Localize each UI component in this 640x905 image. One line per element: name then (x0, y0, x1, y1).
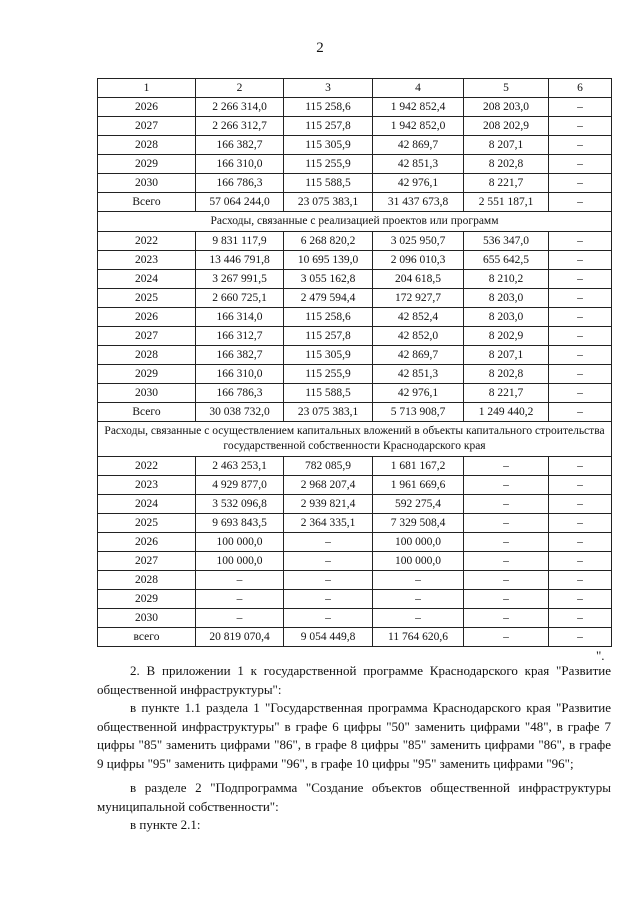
table-cell: 2027 (98, 552, 196, 571)
table-cell: – (373, 571, 464, 590)
table-cell: 2026 (98, 98, 196, 117)
table-cell: 100 000,0 (373, 552, 464, 571)
table-cell: 2027 (98, 117, 196, 136)
table-cell: 1 942 852,4 (373, 98, 464, 117)
table-cell: 2 266 312,7 (196, 117, 284, 136)
table-cell: – (464, 533, 549, 552)
table-cell: Всего (98, 403, 196, 422)
table-cell: 2027 (98, 327, 196, 346)
table-cell: – (284, 533, 373, 552)
table-cell: – (464, 609, 549, 628)
paragraph: 2. В приложении 1 к государственной программе Краснодарского края "Развитие общественной инфраструктуры": (97, 663, 611, 697)
table-cell: 1 942 852,0 (373, 117, 464, 136)
table-cell: 6 268 820,2 (284, 232, 373, 251)
table-cell: 166 314,0 (196, 308, 284, 327)
table-row (98, 571, 612, 590)
table-cell: 8 203,0 (464, 308, 549, 327)
table-cell: – (549, 384, 612, 403)
table-cell: 1 (98, 79, 196, 98)
table-cell: 2 551 187,1 (464, 193, 549, 212)
table-row (98, 514, 612, 533)
table-cell: 2029 (98, 590, 196, 609)
table-cell: – (464, 457, 549, 476)
table-cell: 3 267 991,5 (196, 270, 284, 289)
table-cell: 536 347,0 (464, 232, 549, 251)
table-cell: 782 085,9 (284, 457, 373, 476)
table-cell: 2024 (98, 270, 196, 289)
table-cell: – (549, 365, 612, 384)
table-row (98, 117, 612, 136)
table-cell: 115 257,8 (284, 327, 373, 346)
table-cell: – (549, 98, 612, 117)
table-cell: – (549, 308, 612, 327)
table-row (98, 365, 612, 384)
table-row (98, 346, 612, 365)
table-row (98, 552, 612, 571)
table-row (98, 232, 612, 251)
table-cell: 2025 (98, 289, 196, 308)
table-cell: – (196, 609, 284, 628)
table-cell: 9 831 117,9 (196, 232, 284, 251)
table-cell: – (549, 136, 612, 155)
table-cell: 2 968 207,4 (284, 476, 373, 495)
table-cell: – (549, 533, 612, 552)
table-cell: 30 038 732,0 (196, 403, 284, 422)
table-cell: 172 927,7 (373, 289, 464, 308)
table-cell: 2030 (98, 174, 196, 193)
table-cell: – (549, 403, 612, 422)
section-row (98, 422, 612, 457)
table-cell: 3 025 950,7 (373, 232, 464, 251)
table-cell: 13 446 791,8 (196, 251, 284, 270)
table-cell: 2026 (98, 533, 196, 552)
table-cell: 2029 (98, 365, 196, 384)
table-cell: – (549, 289, 612, 308)
table-cell: 115 255,9 (284, 365, 373, 384)
table-cell: – (196, 590, 284, 609)
table-cell: 115 255,9 (284, 155, 373, 174)
budget-table (97, 78, 612, 647)
table-cell: всего (98, 628, 196, 647)
table-row (98, 533, 612, 552)
table-cell: – (549, 571, 612, 590)
table-cell: Всего (98, 193, 196, 212)
table-row (98, 495, 612, 514)
table-cell: – (196, 571, 284, 590)
table-cell: – (464, 476, 549, 495)
table-cell: 1 249 440,2 (464, 403, 549, 422)
table-cell: 166 310,0 (196, 365, 284, 384)
table-cell: 57 064 244,0 (196, 193, 284, 212)
table-cell: 204 618,5 (373, 270, 464, 289)
table-row (98, 289, 612, 308)
table-cell: – (373, 609, 464, 628)
table-cell: 166 382,7 (196, 136, 284, 155)
table-cell: – (284, 590, 373, 609)
table-cell: 31 437 673,8 (373, 193, 464, 212)
table-cell: 2 463 253,1 (196, 457, 284, 476)
table-cell: – (373, 590, 464, 609)
table-cell: 166 786,3 (196, 174, 284, 193)
table-cell: 42 852,0 (373, 327, 464, 346)
table-cell: 2 364 335,1 (284, 514, 373, 533)
table-cell: 592 275,4 (373, 495, 464, 514)
table-cell: 23 075 383,1 (284, 403, 373, 422)
table-cell: 2028 (98, 346, 196, 365)
table-cell: 655 642,5 (464, 251, 549, 270)
table-row (98, 98, 612, 117)
table-cell: 42 869,7 (373, 346, 464, 365)
table-cell: 42 851,3 (373, 365, 464, 384)
closing-quote: ". (596, 648, 605, 663)
table-cell: – (284, 552, 373, 571)
table-cell: – (549, 590, 612, 609)
table-cell: – (549, 476, 612, 495)
table-cell: – (549, 628, 612, 647)
table-cell: 115 258,6 (284, 308, 373, 327)
table-cell: – (464, 514, 549, 533)
table-cell: 2 939 821,4 (284, 495, 373, 514)
table-cell: 115 305,9 (284, 136, 373, 155)
table-cell: 100 000,0 (373, 533, 464, 552)
table-cell: 2022 (98, 232, 196, 251)
table-cell: 2023 (98, 251, 196, 270)
table-cell: – (464, 628, 549, 647)
table-cell: 8 203,0 (464, 289, 549, 308)
table-cell: 3 (284, 79, 373, 98)
paragraph: в разделе 2 "Подпрограмма "Создание объектов общественной инфраструктуры муниципальной собственности": (97, 780, 611, 814)
table-row (98, 327, 612, 346)
table-cell: 6 (549, 79, 612, 98)
table-cell: 23 075 383,1 (284, 193, 373, 212)
table-cell: 2 479 594,4 (284, 289, 373, 308)
table-row (98, 308, 612, 327)
table-cell: – (549, 552, 612, 571)
table-cell: 8 202,9 (464, 327, 549, 346)
table-row (98, 403, 612, 422)
table-cell: – (284, 571, 373, 590)
table-cell: – (549, 193, 612, 212)
table-cell: 2 660 725,1 (196, 289, 284, 308)
table-cell: 115 305,9 (284, 346, 373, 365)
table-cell: – (549, 327, 612, 346)
table-cell: – (549, 251, 612, 270)
table-row (98, 270, 612, 289)
table-cell: 208 203,0 (464, 98, 549, 117)
table-cell: – (549, 232, 612, 251)
table-row (98, 251, 612, 270)
table-cell: 115 258,6 (284, 98, 373, 117)
table-cell: 2023 (98, 476, 196, 495)
table-cell: – (464, 495, 549, 514)
table-cell: 2029 (98, 155, 196, 174)
table-cell: 115 588,5 (284, 174, 373, 193)
table-cell: 7 329 508,4 (373, 514, 464, 533)
paragraph: в пункте 2.1: (130, 817, 201, 832)
body-text (97, 662, 611, 835)
table-cell: 2030 (98, 384, 196, 403)
table-cell: 2024 (98, 495, 196, 514)
table-row (98, 384, 612, 403)
table-row (98, 590, 612, 609)
table-cell: 100 000,0 (196, 552, 284, 571)
table-cell: 4 929 877,0 (196, 476, 284, 495)
table-cell: – (549, 495, 612, 514)
table-cell: 9 054 449,8 (284, 628, 373, 647)
table-cell: 2028 (98, 571, 196, 590)
table-cell: 115 257,8 (284, 117, 373, 136)
table-cell: – (549, 346, 612, 365)
table-cell: 8 207,1 (464, 136, 549, 155)
table-cell: 2030 (98, 609, 196, 628)
table-cell: 2022 (98, 457, 196, 476)
table-cell: 8 207,1 (464, 346, 549, 365)
table-cell: 166 786,3 (196, 384, 284, 403)
section-title: Расходы, связанные с реализацией проектов или программ (98, 212, 612, 232)
table-cell: – (549, 457, 612, 476)
table-cell: 11 764 620,6 (373, 628, 464, 647)
table-row (98, 628, 612, 647)
table-row (98, 155, 612, 174)
section-row (98, 212, 612, 232)
table-cell: 208 202,9 (464, 117, 549, 136)
table-cell: 8 210,2 (464, 270, 549, 289)
table-cell: – (549, 514, 612, 533)
page-number: 2 (316, 40, 324, 56)
table-row (98, 136, 612, 155)
table-cell: 8 202,8 (464, 365, 549, 384)
table-row (98, 174, 612, 193)
table-cell: 2028 (98, 136, 196, 155)
table-row (98, 476, 612, 495)
table-cell: 9 693 843,5 (196, 514, 284, 533)
table-cell: 5 (464, 79, 549, 98)
table-cell: 20 819 070,4 (196, 628, 284, 647)
table-cell: 166 310,0 (196, 155, 284, 174)
table-cell: – (464, 590, 549, 609)
table-cell: 8 221,7 (464, 174, 549, 193)
table-cell: – (464, 571, 549, 590)
table-cell: 1 681 167,2 (373, 457, 464, 476)
table-cell: 100 000,0 (196, 533, 284, 552)
table-row (98, 457, 612, 476)
table-cell: 42 851,3 (373, 155, 464, 174)
table-cell: 166 382,7 (196, 346, 284, 365)
paragraph: в пункте 1.1 раздела 1 "Государственная программа Краснодарского края "Развитие общественной инфраструктуры" в графе 6 цифры "50" заменить цифрами "48", в графе 7 цифры "85" заменить цифрами "86", в графе 8 цифры "85" заменить цифрами "86", в графе 9 цифры "95" заменить цифрами "96", в графе 10 цифры "95" заменить цифрами "96"; (97, 700, 611, 771)
table-cell: 1 961 669,6 (373, 476, 464, 495)
table-cell: 2026 (98, 308, 196, 327)
table-row (98, 193, 612, 212)
table-cell: – (549, 117, 612, 136)
table-row (98, 79, 612, 98)
table-cell: – (284, 609, 373, 628)
table-cell: 8 221,7 (464, 384, 549, 403)
table-cell: – (464, 552, 549, 571)
table-cell: 8 202,8 (464, 155, 549, 174)
table-cell: 2 266 314,0 (196, 98, 284, 117)
table-cell: 42 869,7 (373, 136, 464, 155)
table-cell: – (549, 155, 612, 174)
table-cell: 2025 (98, 514, 196, 533)
table-cell: 166 312,7 (196, 327, 284, 346)
table-cell: 3 532 096,8 (196, 495, 284, 514)
table-cell: – (549, 174, 612, 193)
table-cell: 42 976,1 (373, 174, 464, 193)
table-row (98, 609, 612, 628)
table-cell: – (549, 270, 612, 289)
table-cell: 2 096 010,3 (373, 251, 464, 270)
table-cell: 42 852,4 (373, 308, 464, 327)
table-cell: 3 055 162,8 (284, 270, 373, 289)
table-cell: 5 713 908,7 (373, 403, 464, 422)
table-cell: 10 695 139,0 (284, 251, 373, 270)
table-cell: – (549, 609, 612, 628)
table-cell: 2 (196, 79, 284, 98)
table-cell: 115 588,5 (284, 384, 373, 403)
table-cell: 4 (373, 79, 464, 98)
table-cell: 42 976,1 (373, 384, 464, 403)
section-title: Расходы, связанные с осуществлением капитальных вложений в объекты капитального строительства государственной собственности Краснодарского края (98, 422, 612, 457)
